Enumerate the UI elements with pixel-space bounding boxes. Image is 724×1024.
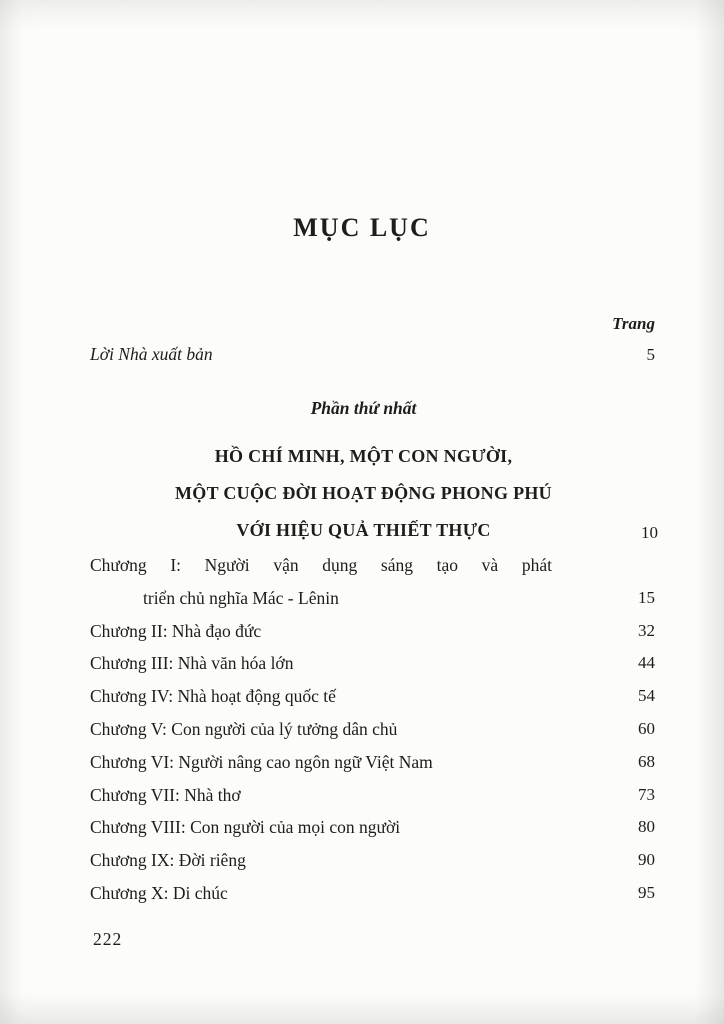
toc-entry-text: triển chủ nghĩa Mác - Lênin [143,587,339,608]
toc-entry-page-number: 15 [638,587,655,607]
toc-entry-page-number: 73 [638,784,655,804]
toc-entry-lines [90,779,552,812]
part-title-line-1: HỒ CHÍ MINH, MỘT CON NGƯỜI, [214,446,513,466]
toc-entry-page-number: 68 [638,751,655,771]
toc-entry-page-number: 54 [638,686,655,706]
toc-entry-lines [90,615,552,648]
chapter-list [90,549,655,910]
toc-entry-text: Chương VII: Nhà thơ [90,784,241,805]
toc-entry [90,811,655,844]
toc-entry [90,844,655,877]
part-title-line-2: MỘT CUỘC ĐỜI HOẠT ĐỘNG PHONG PHÚ [175,483,552,503]
toc-entry-page-number: 44 [638,653,655,673]
toc-entry-lines [90,746,552,779]
toc-entry-page-number: 32 [638,620,655,640]
toc-entry-text: Chương VI: Người nâng cao ngôn ngữ Việt Nam [90,751,433,772]
preface-label: Lời Nhà xuất bản [90,344,213,364]
toc-entry-text: Chương II: Nhà đạo đức [90,620,262,641]
toc-entry [90,779,655,812]
toc-entry [90,647,655,680]
toc-entry-text: Chương VIII: Con người của mọi con người [90,817,401,838]
part-heading: Phần thứ nhất [310,398,417,418]
toc-entry-page-number: 80 [638,817,655,837]
toc-entry-text: Chương III: Nhà văn hóa lớn [90,653,294,674]
toc-entry [90,615,655,648]
toc-entry-lines [90,811,552,844]
toc-entry-lines [90,647,552,680]
toc-entry [90,877,655,910]
part-page-number: 10 [641,523,658,542]
page-column-header: Trang [612,314,655,333]
toc-entry-lines [90,844,552,877]
part-one-block [72,398,658,549]
toc-title: MỤC LỤC [293,213,431,242]
toc-entry-lines [90,877,552,910]
toc-entry-lines [90,713,552,746]
toc-entry-text: Chương IX: Đời riêng [90,850,246,871]
footer-page-number: 222 [93,929,123,949]
toc-entry-text: Chương X: Di chúc [90,882,228,903]
toc-entry-lines [90,680,552,713]
toc-entry-text: Chương IV: Nhà hoạt động quốc tế [90,686,336,707]
toc-entry-page-number: 95 [638,882,655,902]
toc-entry-page-number: 60 [638,718,655,738]
toc-entry-text: Chương V: Con người của lý tưởng dân chủ [90,718,398,739]
preface-entry [90,344,655,365]
toc-entry-text: Chương I: Người vận dụng sáng tạo và phát [90,555,552,575]
toc-entry-page-number: 90 [638,850,655,870]
toc-entry-lines [90,549,552,615]
toc-entry [90,713,655,746]
preface-page-number: 5 [646,345,655,364]
toc-entry [90,746,655,779]
toc-entry [90,549,655,615]
part-title-line-3: VỚI HIỆU QUẢ THIẾT THỰC [236,520,491,540]
toc-entry [90,680,655,713]
